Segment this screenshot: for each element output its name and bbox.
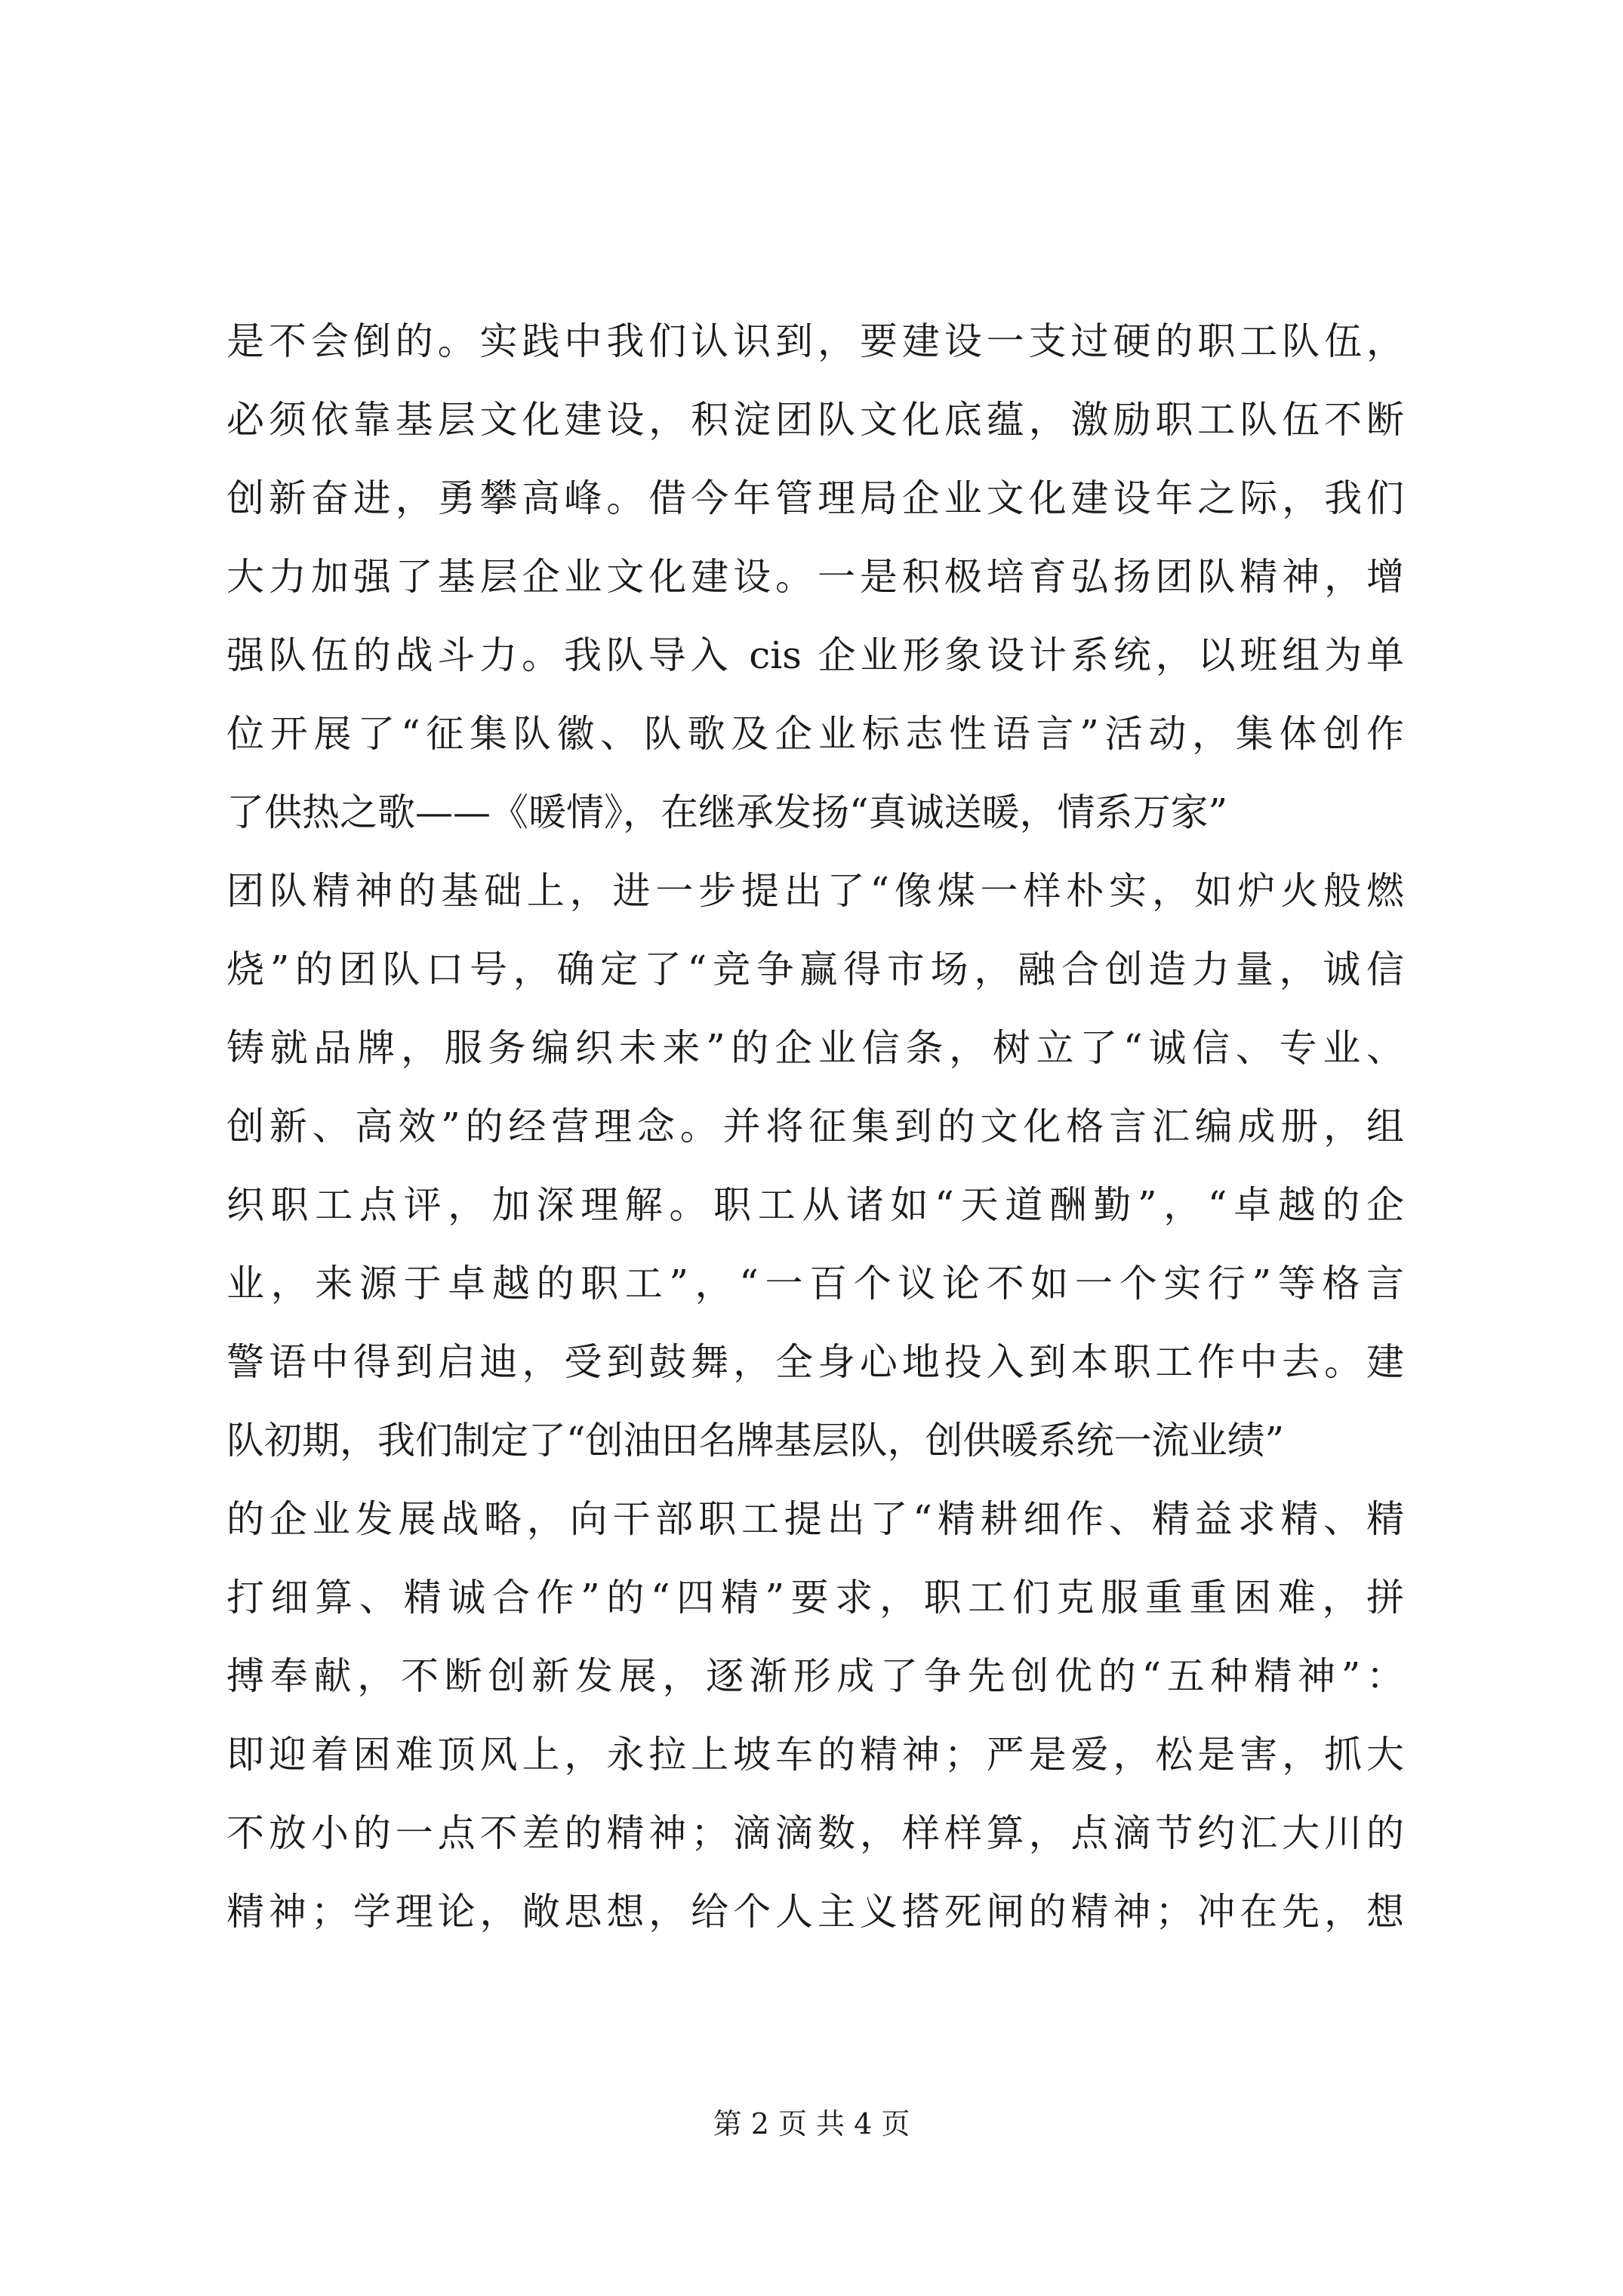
text-line: 业，来源于卓越的职工”，“一百个议论不如一个实行”等格言 bbox=[226, 1262, 1404, 1305]
text-line: 位开展了“征集队徽、队歌及企业标志性语言”活动，集体创作 bbox=[226, 712, 1404, 756]
text-line: 必须依靠基层文化建设，积淀团队文化底蕴，激励职工队伍不断 bbox=[226, 398, 1404, 442]
body-text bbox=[226, 302, 1404, 1951]
text-line: 强队伍的战斗力。我队导入 cis 企业形象设计系统，以班组为单 bbox=[226, 633, 1404, 677]
text-line: 不放小的一点不差的精神；滴滴数，样样算，点滴节约汇大川的 bbox=[226, 1811, 1404, 1855]
text-line: 创新、高效”的经营理念。并将征集到的文化格言汇编成册，组 bbox=[226, 1105, 1404, 1148]
text-line: 烧”的团队口号，确定了“竞争赢得市场，融合创造力量，诚信 bbox=[226, 948, 1404, 991]
text-line: 铸就品牌，服务编织未来”的企业信条，树立了“诚信、专业、 bbox=[226, 1026, 1404, 1070]
text-line: 精神；学理论，敞思想，给个人主义搭死闸的精神；冲在先，想 bbox=[226, 1890, 1404, 1934]
text-line: 是不会倒的。实践中我们认识到，要建设一支过硬的职工队伍， bbox=[226, 319, 1404, 363]
text-line: 创新奋进，勇攀高峰。借今年管理局企业文化建设年之际，我们 bbox=[226, 476, 1404, 520]
page-number-footer: 第 2 页 共 4 页 bbox=[713, 2107, 910, 2140]
text-line: 警语中得到启迪，受到鼓舞，全身心地投入到本职工作中去。建 bbox=[226, 1340, 1404, 1384]
text-line: 打细算、精诚合作”的“四精”要求，职工们克服重重困难，拼 bbox=[226, 1576, 1404, 1620]
text-line: 队初期，我们制定了“创油田名牌基层队，创供暖系统一流业绩” bbox=[226, 1419, 1285, 1462]
text-line: 了供热之歌——《暖情》，在继承发扬“真诚送暖，情系万家” bbox=[226, 791, 1228, 834]
text-line: 的企业发展战略，向干部职工提出了“精耕细作、精益求精、精 bbox=[226, 1497, 1404, 1541]
text-line: 搏奉献，不断创新发展，逐渐形成了争先创优的“五种精神”： bbox=[226, 1654, 1404, 1698]
text-line: 大力加强了基层企业文化建设。一是积极培育弘扬团队精神，增 bbox=[226, 555, 1404, 599]
text-line: 团队精神的基础上，进一步提出了“像煤一样朴实，如炉火般燃 bbox=[226, 869, 1404, 913]
text-line: 即迎着困难顶风上，永拉上坡车的精神；严是爱，松是害，抓大 bbox=[226, 1733, 1404, 1777]
text-line: 织职工点评，加深理解。职工从诸如“天道酬勤”，“卓越的企 bbox=[226, 1183, 1404, 1227]
